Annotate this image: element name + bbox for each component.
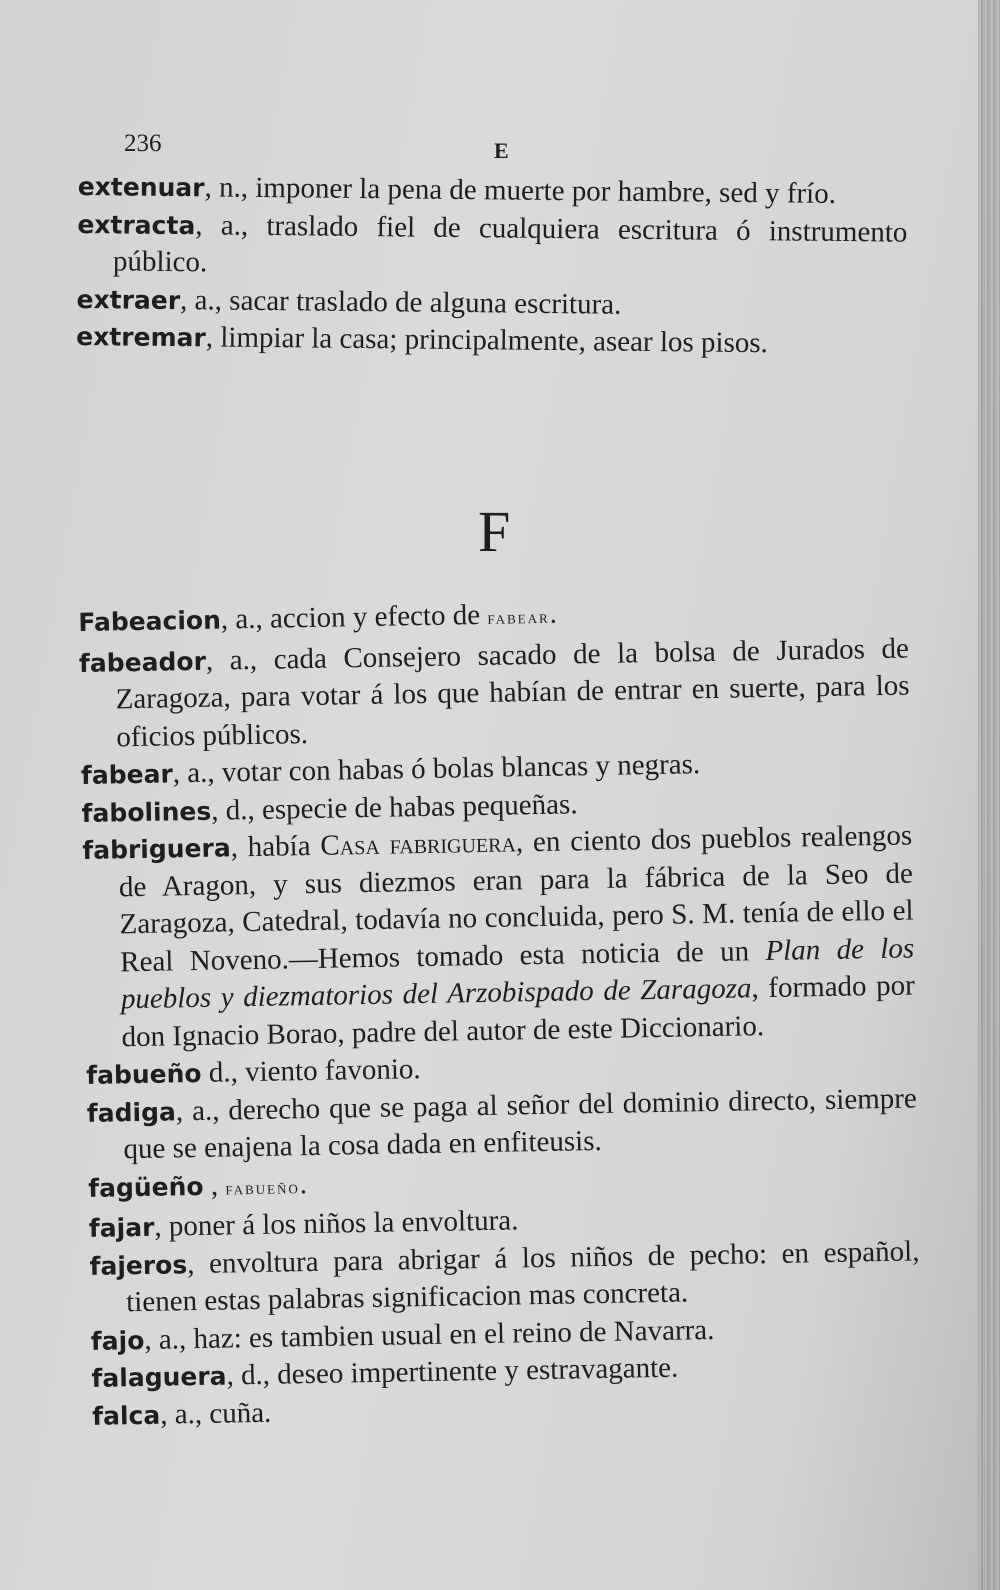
definition-end: . — [299, 1167, 308, 1200]
page-number: 236 — [124, 130, 162, 157]
definition-end: . — [549, 597, 558, 630]
definition: , envoltura para abrigar á los niños de pecho: en español, tienen estas palabras significacion mas concreta. — [125, 1234, 920, 1319]
headword: fagüeño — [87, 1171, 204, 1203]
definition: , d., deseo impertinente y estravagante. — [226, 1351, 679, 1392]
headword: Fabeacion — [78, 605, 222, 637]
definition: , a., haz: es tambien usual en el reino de Navarra. — [144, 1313, 715, 1356]
dictionary-entry — [76, 318, 906, 364]
cited-work-title: Plan de los pueblos y diezmatorios del Arzobispado de Zaragoza — [120, 931, 915, 1016]
definition: , poner á los niños la envoltura. — [154, 1204, 519, 1243]
headword: extremar — [76, 321, 206, 353]
headword: extracta — [77, 209, 196, 240]
headword: fabolines — [81, 796, 212, 828]
definition: , a., accion y efecto de — [220, 598, 488, 636]
definition: d., viento favonio. — [201, 1053, 421, 1089]
definition: , limpiar la casa; principalmente, asear los pisos. — [205, 321, 769, 360]
headword: fajar — [88, 1212, 155, 1243]
dictionary-entry — [82, 817, 916, 1056]
page-edge — [978, 0, 1000, 1590]
section-letter-heading: F — [478, 499, 511, 564]
cross-reference: fabear — [487, 606, 550, 628]
headword: falca — [91, 1400, 161, 1431]
dictionary-entry — [79, 630, 911, 757]
definition: , a., traslado fiel de cualquiera escritura ó instrumento público. — [112, 208, 908, 279]
definition: , d., especie de habas pequeñas. — [210, 787, 578, 827]
definition-end: , en ciento dos pueblos realengos de Aragon, y sus diezmos eran para la fábrica de la Seo de Zaragoza, Catedral, todavía no concluida, pero S. M. tenía de ello el Real Noveno.—Hemos tomado esta noticia de un — [118, 819, 914, 978]
dictionary-entry — [87, 1080, 918, 1169]
definition: , a., votar con habas ó bolas blancas y negras. — [172, 748, 701, 790]
headword: extraer — [76, 284, 181, 315]
dictionary-entry — [77, 205, 908, 289]
headword: falaguera — [91, 1361, 227, 1393]
headword: fajo — [90, 1325, 145, 1356]
headword: fadiga — [86, 1096, 177, 1128]
definition-tail: , formado por don Ignacio Borao, padre del autor de este Diccionario. — [121, 969, 916, 1053]
headword: fabueño — [85, 1058, 202, 1090]
section-e-entries — [76, 168, 908, 364]
headword: extenuar — [77, 171, 205, 203]
running-head: E — [494, 138, 509, 163]
dictionary-entry — [89, 1233, 920, 1322]
cross-reference: Casa fabriguera — [320, 826, 517, 862]
headword: fabeador — [78, 646, 207, 678]
definition: , n., imponer la pena de muerte por hambre, sed y frío. — [204, 171, 837, 210]
definition: , a., cada Consejero sacado de la bolsa de Jurados de Zaragoza, para votar á los que habían de entrar en suerte, para los oficios públicos. — [115, 632, 910, 753]
headword: fabear — [80, 759, 174, 790]
definition: , a., sacar traslado de alguna escritura. — [179, 283, 622, 321]
definition: , a., derecho que se paga al señor del dominio directo, siempre que se enajena la cosa dada en enfiteusis. — [123, 1081, 918, 1166]
cross-reference: fabueño — [225, 1176, 300, 1199]
definition: , había — [230, 829, 321, 864]
definition: , a., cuña. — [159, 1396, 272, 1431]
section-f-entries — [78, 590, 922, 1435]
headword: fabriguera — [82, 833, 231, 865]
definition: , — [203, 1169, 226, 1202]
headword: fajeros — [89, 1249, 188, 1281]
